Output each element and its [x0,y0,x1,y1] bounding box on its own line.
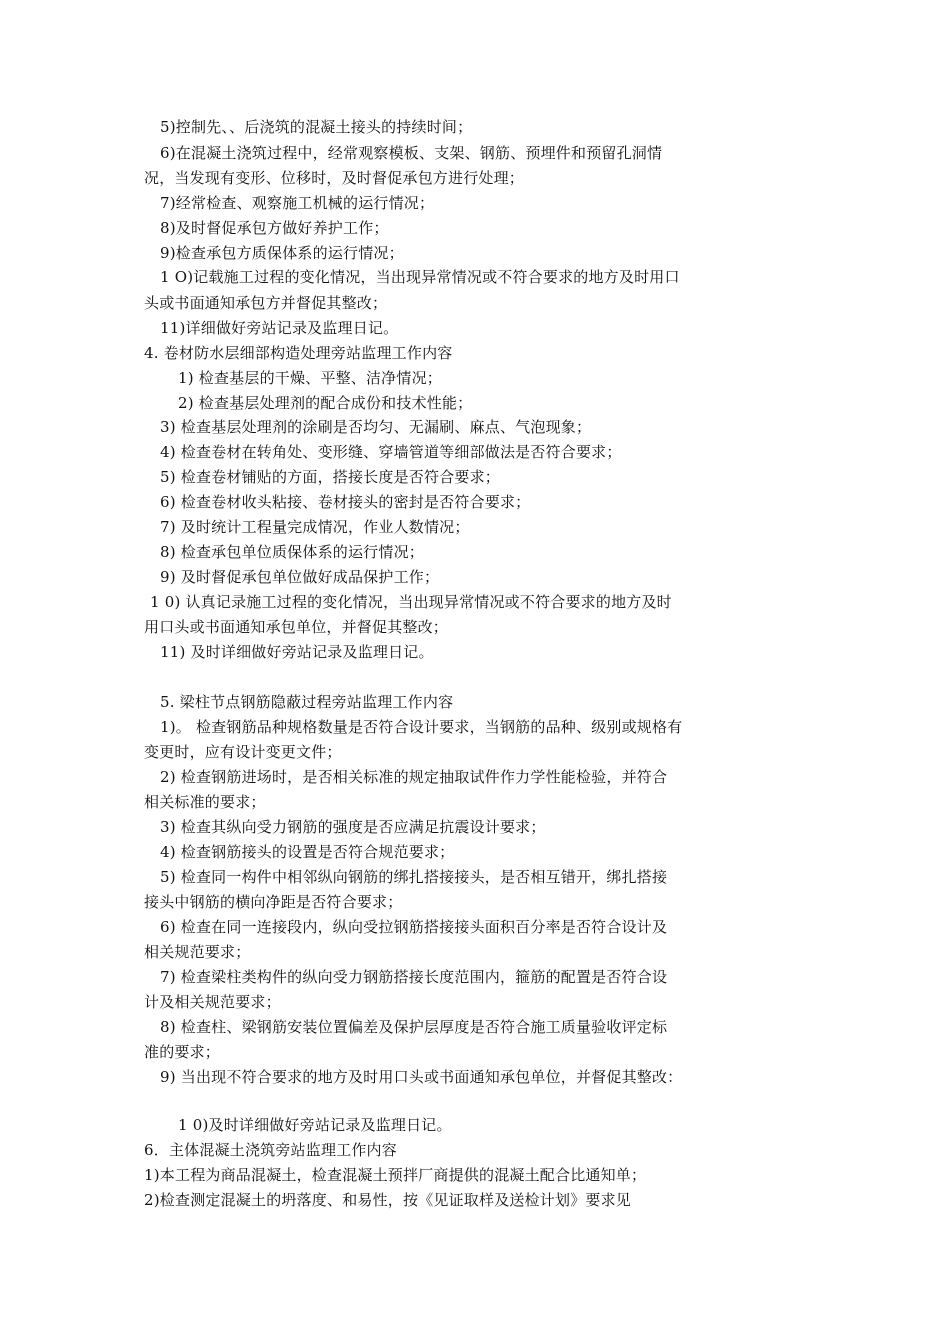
text-line: 11)详细做好旁站记录及监理日记。 [160,319,399,337]
text-line: 5) 检查卷材铺贴的方面，搭接长度是否符合要求； [160,468,500,486]
text-line: 4) 检查钢筋接头的设置是否符合规范要求； [160,843,455,861]
text-line: 1) 检查基层的干燥、平整、洁净情况； [178,369,442,387]
text-line: 8)及时督促承包方做好养护工作； [160,219,389,237]
text-line: 2)检查测定混凝土的坍落度、和易性，按《见证取样及送检计划》要求见 [144,1191,631,1209]
section-heading: 6．主体混凝土浇筑旁站监理工作内容 [144,1141,397,1159]
text-line: 2) 检查基层处理剂的配合成份和技术性能； [178,394,473,412]
text-line: 11) 及时详细做好旁站记录及监理日记。 [160,643,434,661]
text-line: 头或书面通知承包方并督促其整改； [144,294,388,312]
text-line: 1)。 检查钢筋品种规格数量是否符合设计要求，当钢筋的品种、级别或规格有 [160,718,683,736]
text-line: 变更时，应有设计变更文件； [144,743,342,761]
text-line: 9) 及时督促承包单位做好成品保护工作； [160,568,440,586]
text-line: 1 0) 认真记录施工过程的变化情况，当出现异常情况或不符合要求的地方及时 [150,593,672,611]
text-line: 8) 检查柱、梁钢筋安装位置偏差及保护层厚度是否符合施工质量验收评定标 [160,1018,668,1036]
text-line: 6) 检查在同一连接段内，纵向受拉钢筋搭接接头面积百分率是否符合设计及 [160,918,668,936]
text-line: 相关规范要求； [144,943,251,961]
text-line: 计及相关规范要求； [144,993,281,1011]
text-line: 7) 及时统计工程量完成情况，作业人数情况； [160,518,470,536]
text-line: 7)经常检查、观察施工机械的运行情况； [160,194,435,212]
text-line: 6) 检查卷材收头粘接、卷材接头的密封是否符合要求； [160,493,531,511]
text-line: 况，当发现有变形、位移时，及时督促承包方进行处理； [144,169,525,187]
text-line: 6)在混凝土浇筑过程中，经常观察模板、支架、钢筋、预埋件和预留孔洞情 [160,144,663,162]
section-heading: 5. 梁柱节点钢筋隐蔽过程旁站监理工作内容 [160,693,454,711]
text-line: 3) 检查其纵向受力钢筋的强度是否应满足抗震设计要求； [160,818,546,836]
text-line: 3) 检查基层处理剂的涂刷是否均匀、无漏刷、麻点、气泡现象； [160,418,592,436]
text-line: 9)检查承包方质保体系的运行情况； [160,244,404,262]
text-line: 1 0)及时详细做好旁站记录及监理日记。 [178,1116,452,1134]
text-line: 4) 检查卷材在转角处、变形缝、穿墙管道等细部做法是否符合要求； [160,443,622,461]
section-heading: 4. 卷材防水层细部构造处理旁站监理工作内容 [144,344,453,362]
text-line: 1)本工程为商品混凝土，检查混凝土预拌厂商提供的混凝土配合比通知单； [144,1166,647,1184]
text-line: 用口头或书面通知承包单位，并督促其整改； [144,618,449,636]
text-line: 5)控制先、、后浇筑的混凝土接头的持续时间； [160,118,473,136]
text-line: 5) 检查同一构件中相邻纵向钢筋的绑扎搭接接头，是否相互错开，绑扎搭接 [160,868,668,886]
text-line: 1 O)记载施工过程的变化情况，当出现异常情况或不符合要求的地方及时用口 [160,268,680,286]
text-line: 8) 检查承包单位质保体系的运行情况； [160,543,424,561]
text-line: 相关标准的要求； [144,793,266,811]
text-line: 准的要求； [144,1043,221,1061]
text-line: 7) 检查梁柱类构件的纵向受力钢筋搭接长度范围内，箍筋的配置是否符合设 [160,968,668,986]
text-line: 接头中钢筋的横向净距是否符合要求； [144,893,403,911]
text-line: 9) 当出现不符合要求的地方及时用口头或书面通知承包单位，并督促其整改： [160,1068,683,1086]
text-line: 2) 检查钢筋进场时，是否相关标准的规定抽取试件作力学性能检验，并符合 [160,768,668,786]
